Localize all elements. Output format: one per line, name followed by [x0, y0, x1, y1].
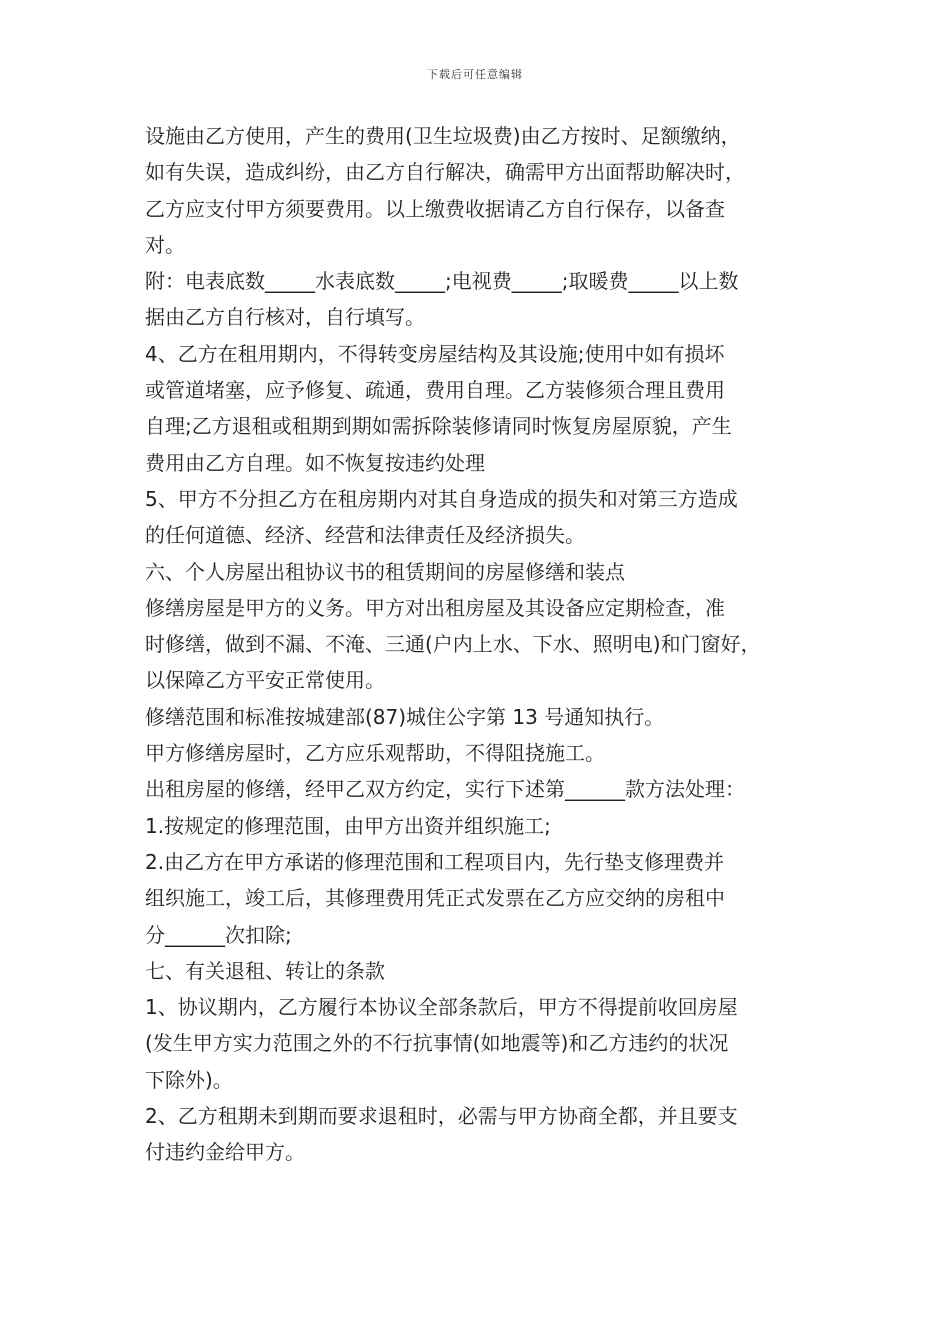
- text-line: 出租房屋的修缮，经甲乙双方约定，实行下述第______款方法处理：: [145, 777, 745, 802]
- text-line: 2、乙方租期未到期而要求退租时，必需与甲方协商全都，并且要支: [145, 1104, 738, 1129]
- text-line: 如有失误，造成纠纷，由乙方自行解决，确需甲方出面帮助解决时，: [145, 160, 745, 185]
- text-line: 1.按规定的修理范围，由甲方出资并组织施工;: [145, 813, 551, 838]
- text-line: 4、乙方在租用期内，不得转变房屋结构及其设施;使用中如有损坏: [145, 341, 725, 366]
- text-line: 2.由乙方在甲方承诺的修理范围和工程项目内，先行垫支修理费并: [145, 849, 725, 874]
- section-heading: 七、有关退租、转让的条款: [145, 958, 385, 983]
- text-line: 时修缮，做到不漏、不淹、三通(户内上水、下水、照明电)和门窗好，: [145, 632, 761, 657]
- text-line: 或管道堵塞，应予修复、疏通，费用自理。乙方装修须合理且费用: [145, 378, 725, 403]
- text-line: 1、协议期内，乙方履行本协议全部条款后，甲方不得提前收回房屋: [145, 995, 738, 1020]
- document-body: [145, 118, 810, 1171]
- text-line: 5、甲方不分担乙方在租房期内对其自身造成的损失和对第三方造成: [145, 486, 738, 511]
- text-line: 的任何道德、经济、经营和法律责任及经济损失。: [145, 523, 585, 548]
- text-line: 下除外)。: [145, 1067, 233, 1092]
- text-line: 分______次扣除;: [145, 922, 292, 947]
- page-header: 下载后可任意编辑: [427, 68, 523, 81]
- text-line: (发生甲方实力范围之外的不行抗事情(如地震等)和乙方违约的状况: [145, 1031, 729, 1056]
- text-line: 组织施工，竣工后，其修理费用凭正式发票在乙方应交纳的房租中: [145, 886, 725, 911]
- section-heading: 六、个人房屋出租协议书的租赁期间的房屋修缮和装点: [145, 559, 625, 584]
- text-line: 对。: [145, 232, 185, 257]
- text-line: 乙方应支付甲方须要费用。以上缴费收据请乙方自行保存，以备查: [145, 196, 725, 221]
- text-line: 费用由乙方自理。如不恢复按违约处理: [145, 450, 485, 475]
- text-line: 设施由乙方使用，产生的费用(卫生垃圾费)由乙方按时、足额缴纳，: [145, 124, 741, 148]
- text-line: 付违约金给甲方。: [145, 1140, 305, 1165]
- text-line: 自理;乙方退租或租期到期如需拆除装修请同时恢复房屋原貌，产生: [145, 414, 732, 439]
- text-line: 甲方修缮房屋时，乙方应乐观帮助，不得阻挠施工。: [145, 741, 605, 766]
- text-line: 修缮房屋是甲方的义务。甲方对出租房屋及其设备应定期检查，准: [145, 595, 725, 620]
- text-line: 附：电表底数_____水表底数_____;电视费_____;取暖费_____以上数: [145, 269, 739, 294]
- text-line: 修缮范围和标准按城建部(87)城住公字第 13 号通知执行。: [145, 704, 665, 729]
- text-line: 据由乙方自行核对，自行填写。: [145, 305, 425, 330]
- text-line: 以保障乙方平安正常使用。: [145, 668, 385, 693]
